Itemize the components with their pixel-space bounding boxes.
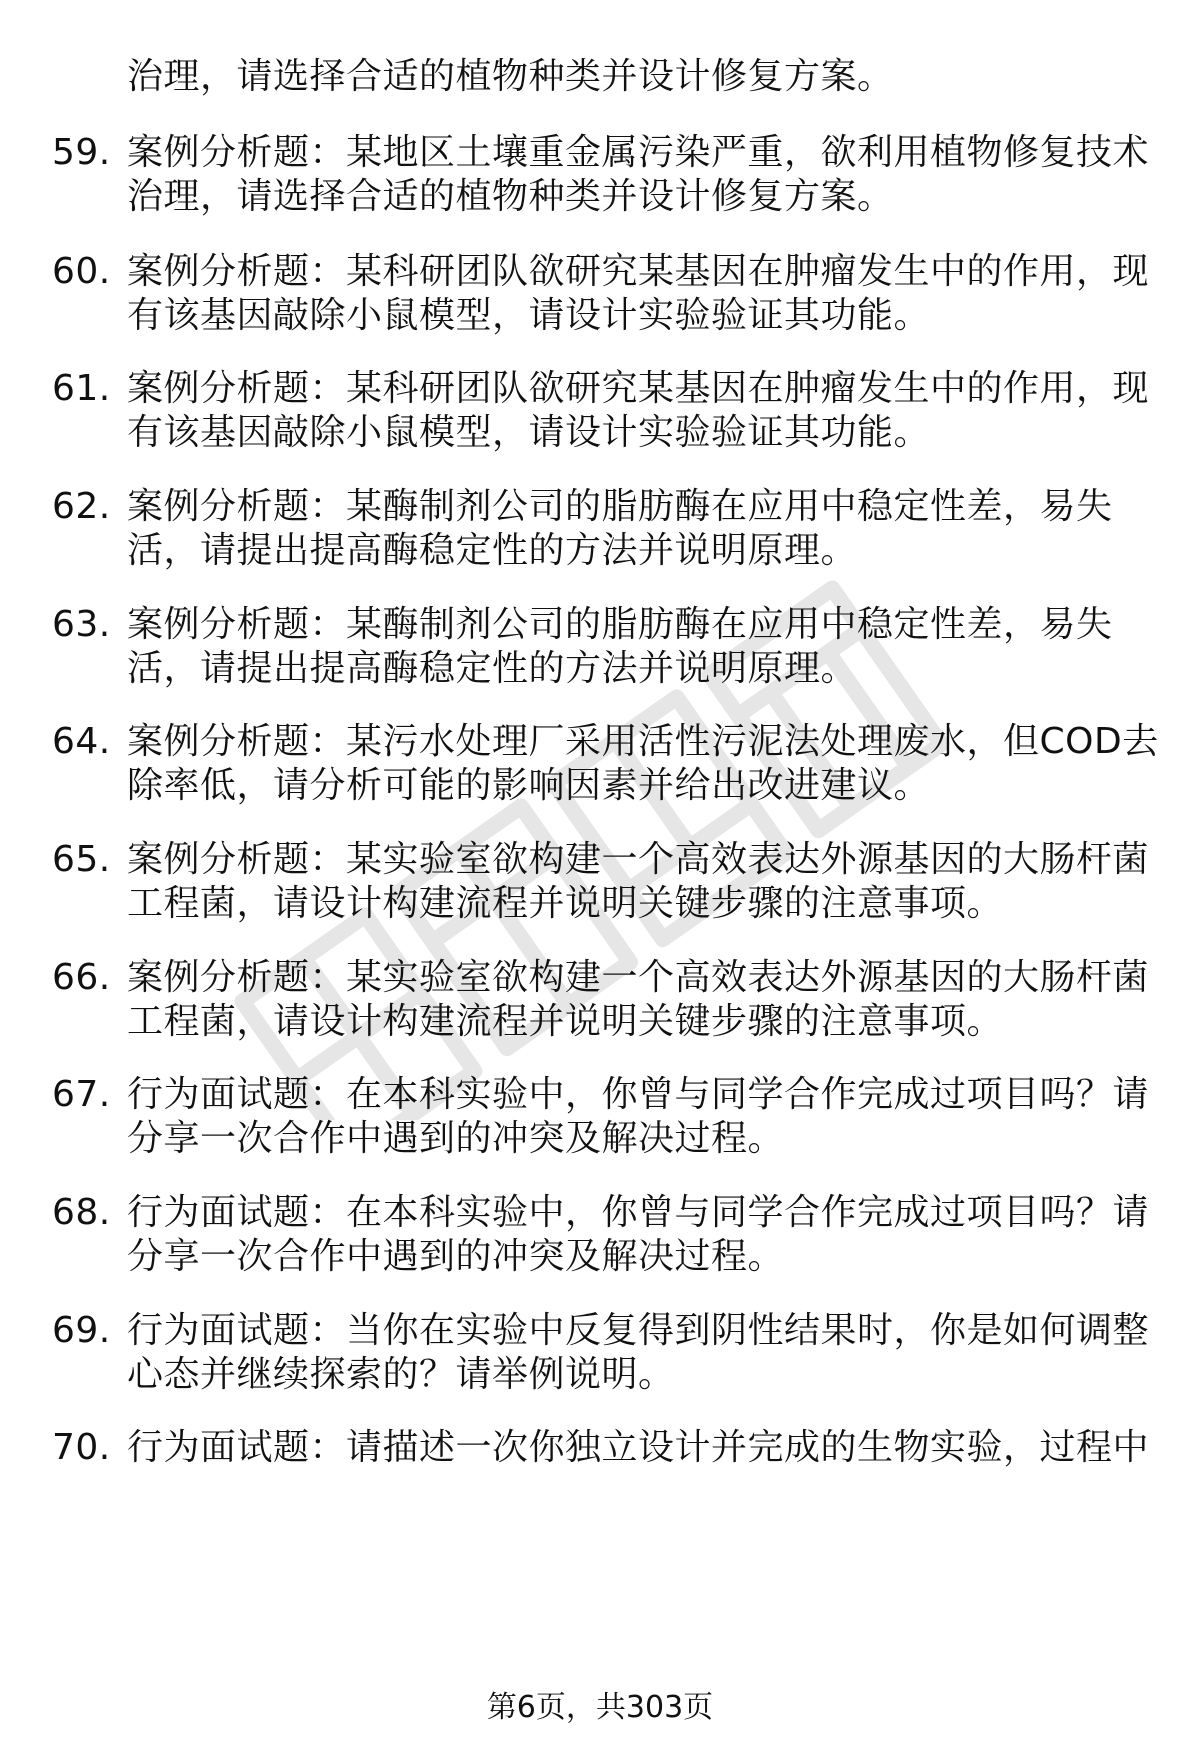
page-footer: 第6页，共303页: [486, 1690, 714, 1725]
item-line-2: 活，请提出提高酶稳定性的方法并说明原理。: [127, 530, 858, 571]
item-line-2: 工程菌，请设计构建流程并说明关键步骤的注意事项。: [127, 883, 1004, 924]
item-number: 62.: [52, 486, 111, 527]
item-line-2: 治理，请选择合适的植物种类并设计修复方案。: [127, 176, 894, 217]
item-number: 65.: [52, 839, 111, 880]
item-line-1: 案例分析题：某实验室欲构建一个高效表达外源基因的大肠杆菌: [127, 957, 1150, 998]
item-line-2: 有该基因敲除小鼠模型，请设计实验验证其功能。: [127, 295, 931, 336]
item-number: 66.: [52, 957, 111, 998]
item-line-1: 案例分析题：某科研团队欲研究某基因在肿瘤发生中的作用，现: [127, 368, 1150, 409]
item-line-1: 案例分析题：某实验室欲构建一个高效表达外源基因的大肠杆菌: [127, 839, 1150, 880]
item-line-2: 分享一次合作中遇到的冲突及解决过程。: [127, 1118, 785, 1159]
item-line-2: 活，请提出提高酶稳定性的方法并说明原理。: [127, 648, 858, 689]
item-number: 63.: [52, 604, 111, 645]
item-number: 70.: [52, 1427, 111, 1468]
item-number: 59.: [52, 132, 111, 173]
item-number: 67.: [52, 1074, 111, 1115]
item-number: 64.: [52, 721, 111, 762]
item-line-2: 工程菌，请设计构建流程并说明关键步骤的注意事项。: [127, 1001, 1004, 1042]
item-line-1: 行为面试题：在本科实验中，你曾与同学合作完成过项目吗？请: [127, 1074, 1150, 1115]
item-line-1: 案例分析题：某酶制剂公司的脂肪酶在应用中稳定性差，易失: [127, 604, 1113, 645]
item-line-1: 案例分析题：某科研团队欲研究某基因在肿瘤发生中的作用，现: [127, 251, 1150, 292]
item-line-2: 除率低，请分析可能的影响因素并给出改进建议。: [127, 765, 931, 806]
item-line-2: 有该基因敲除小鼠模型，请设计实验验证其功能。: [127, 412, 931, 453]
item-line-1: 行为面试题：当你在实验中反复得到阴性结果时，你是如何调整: [127, 1310, 1150, 1351]
item-line-2: 心态并继续探索的？请举例说明。: [127, 1354, 675, 1395]
item-number: 69.: [52, 1310, 111, 1351]
item-line-1: 案例分析题：某酶制剂公司的脂肪酶在应用中稳定性差，易失: [127, 486, 1113, 527]
item-line-1: 案例分析题：某污水处理厂采用活性污泥法处理废水，但COD去: [127, 721, 1159, 762]
item-line-1: 治理，请选择合适的植物种类并设计修复方案。: [127, 56, 894, 97]
item-number: 61.: [52, 368, 111, 409]
item-line-1: 行为面试题：在本科实验中，你曾与同学合作完成过项目吗？请: [127, 1192, 1150, 1233]
item-number: 68.: [52, 1192, 111, 1233]
item-line-1: 行为面试题：请描述一次你独立设计并完成的生物实验，过程中: [127, 1427, 1150, 1468]
item-line-1: 案例分析题：某地区土壤重金属污染严重，欲利用植物修复技术: [127, 132, 1150, 173]
item-number: 60.: [52, 251, 111, 292]
item-line-2: 分享一次合作中遇到的冲突及解决过程。: [127, 1236, 785, 1277]
